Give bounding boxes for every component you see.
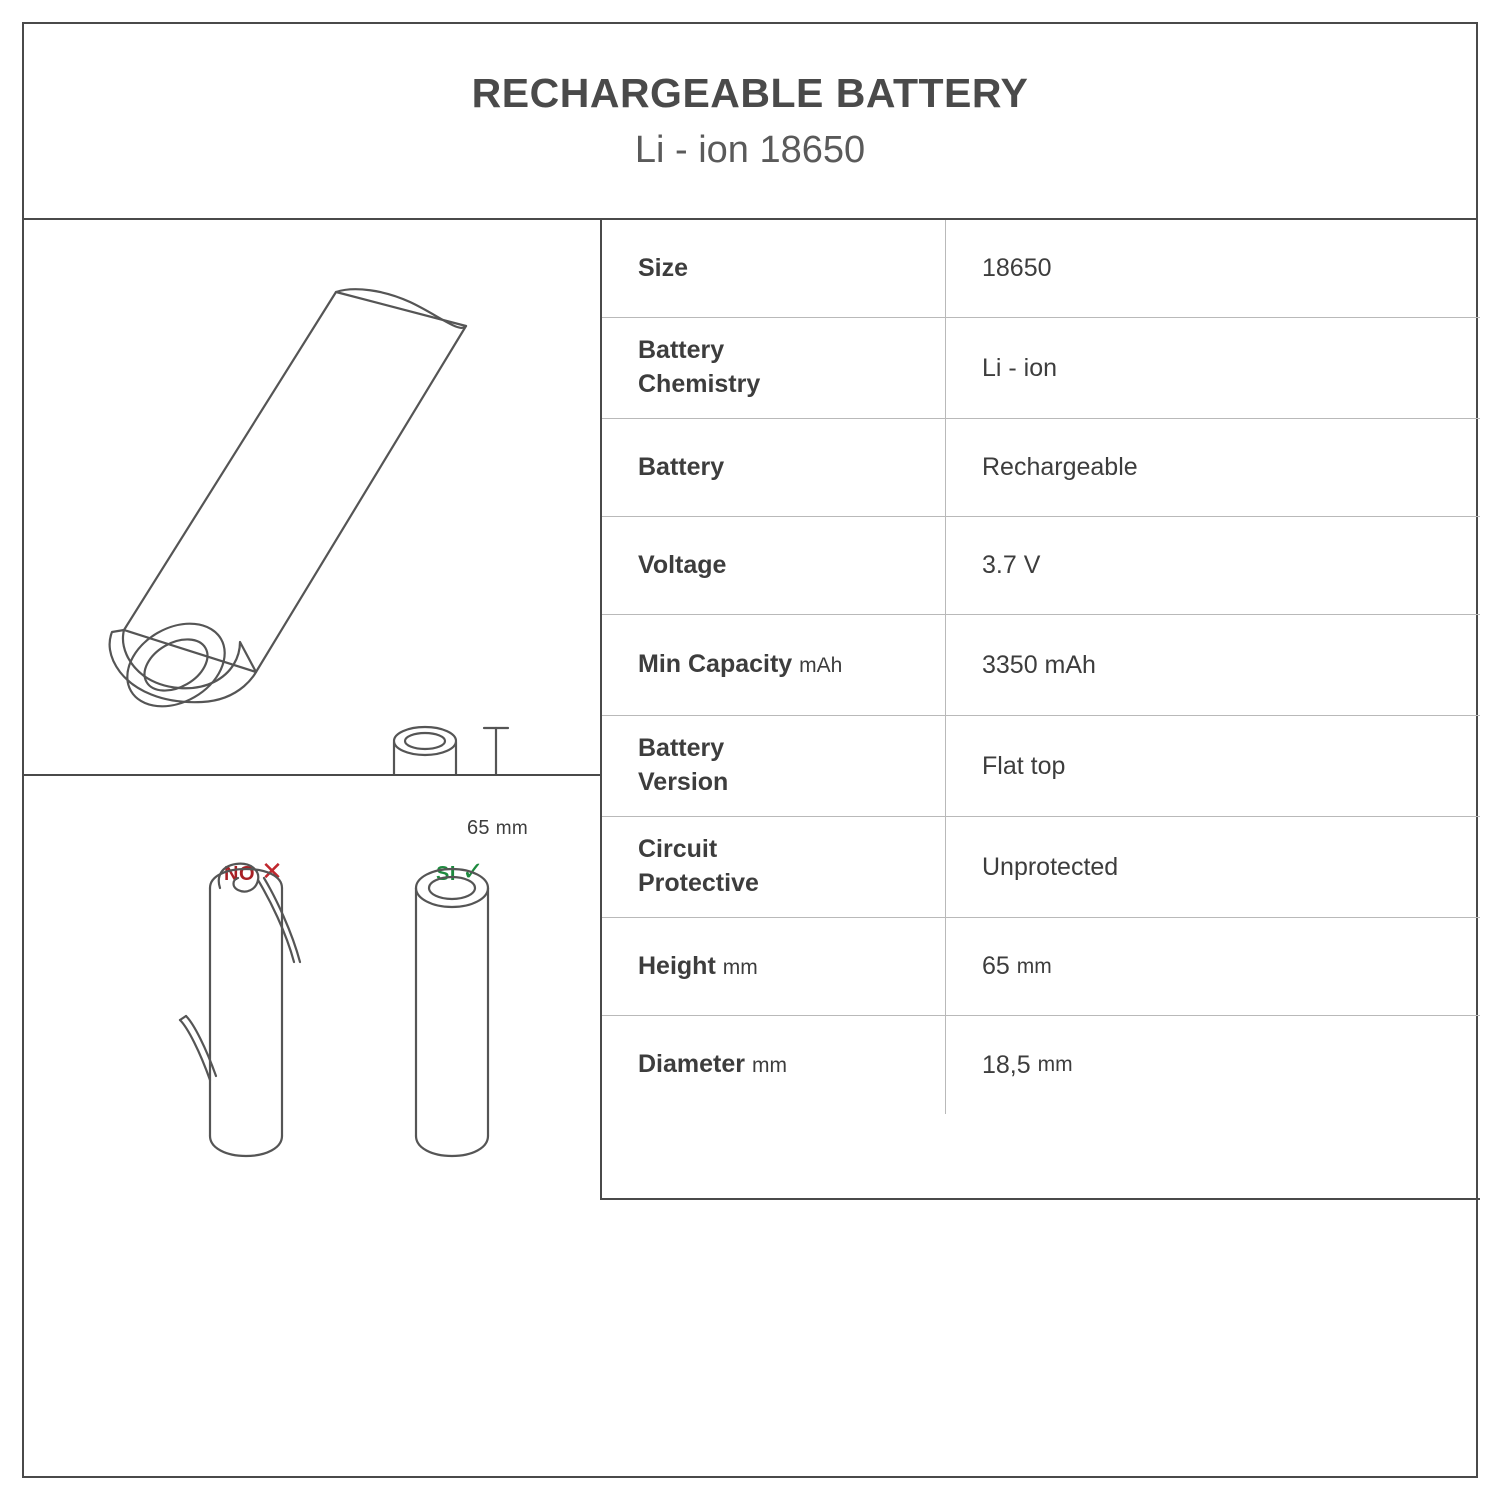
table-row: [602, 716, 1480, 817]
header: [24, 24, 1476, 220]
spec-value: 3.7 V: [982, 551, 1041, 579]
spec-key: Height mm: [602, 918, 946, 1015]
spec-key: Battery: [602, 419, 946, 516]
battery-flat-top: [416, 869, 488, 1156]
spec-value: Flat top: [982, 751, 1066, 780]
battery-vertical: [394, 727, 456, 774]
bad-example-label: NO ✕: [224, 856, 284, 886]
spec-value: 18650: [982, 254, 1052, 282]
footer-blank-area: [24, 1200, 1476, 1476]
table-row: [602, 220, 1480, 318]
spec-sheet: [22, 22, 1478, 1478]
usage-drawings-svg: [24, 776, 600, 1200]
spec-key: Circuit Protective: [602, 817, 946, 917]
spec-key: Battery Chemistry: [602, 318, 946, 418]
height-dimension-label: 65 mm: [467, 817, 528, 839]
page-subtitle: Li - ion 18650: [634, 128, 866, 171]
spec-key: Diameter mm: [602, 1016, 946, 1114]
table-row: [602, 615, 1480, 716]
table-row: [602, 817, 1480, 918]
illustration-column: [24, 220, 602, 1200]
battery-with-tabs: [180, 864, 300, 1156]
large-battery-diagonal: [110, 289, 466, 723]
battery-illustration-panel: [24, 220, 600, 839]
check-icon: ✓: [461, 856, 485, 886]
usage-guide-panel: [24, 776, 600, 1200]
spec-key: Voltage: [602, 517, 946, 614]
cross-icon: ✕: [261, 856, 284, 886]
spec-value: 3350 mAh: [982, 650, 1096, 679]
table-row: [602, 517, 1480, 615]
battery-drawings-svg: [24, 220, 600, 774]
page-title: RECHARGEABLE BATTERY: [471, 69, 1029, 116]
table-row: [602, 318, 1480, 419]
spec-value: Rechargeable: [982, 453, 1138, 481]
spec-value: 18,5 mm: [982, 1050, 1073, 1079]
height-dimension-line: [484, 728, 508, 774]
spec-value: Li - ion: [982, 353, 1058, 382]
spec-value: 65 mm: [982, 952, 1052, 980]
good-example-label: SI ✓: [436, 856, 485, 886]
table-row: [602, 918, 1480, 1016]
spec-key: Battery Version: [602, 716, 946, 816]
specifications-table: [602, 220, 1480, 1200]
spec-key: Size: [602, 220, 946, 317]
spec-value: Unprotected: [982, 852, 1119, 881]
table-row: [602, 1016, 1480, 1114]
table-row: [602, 419, 1480, 517]
spec-key: Min Capacity mAh: [602, 615, 946, 715]
